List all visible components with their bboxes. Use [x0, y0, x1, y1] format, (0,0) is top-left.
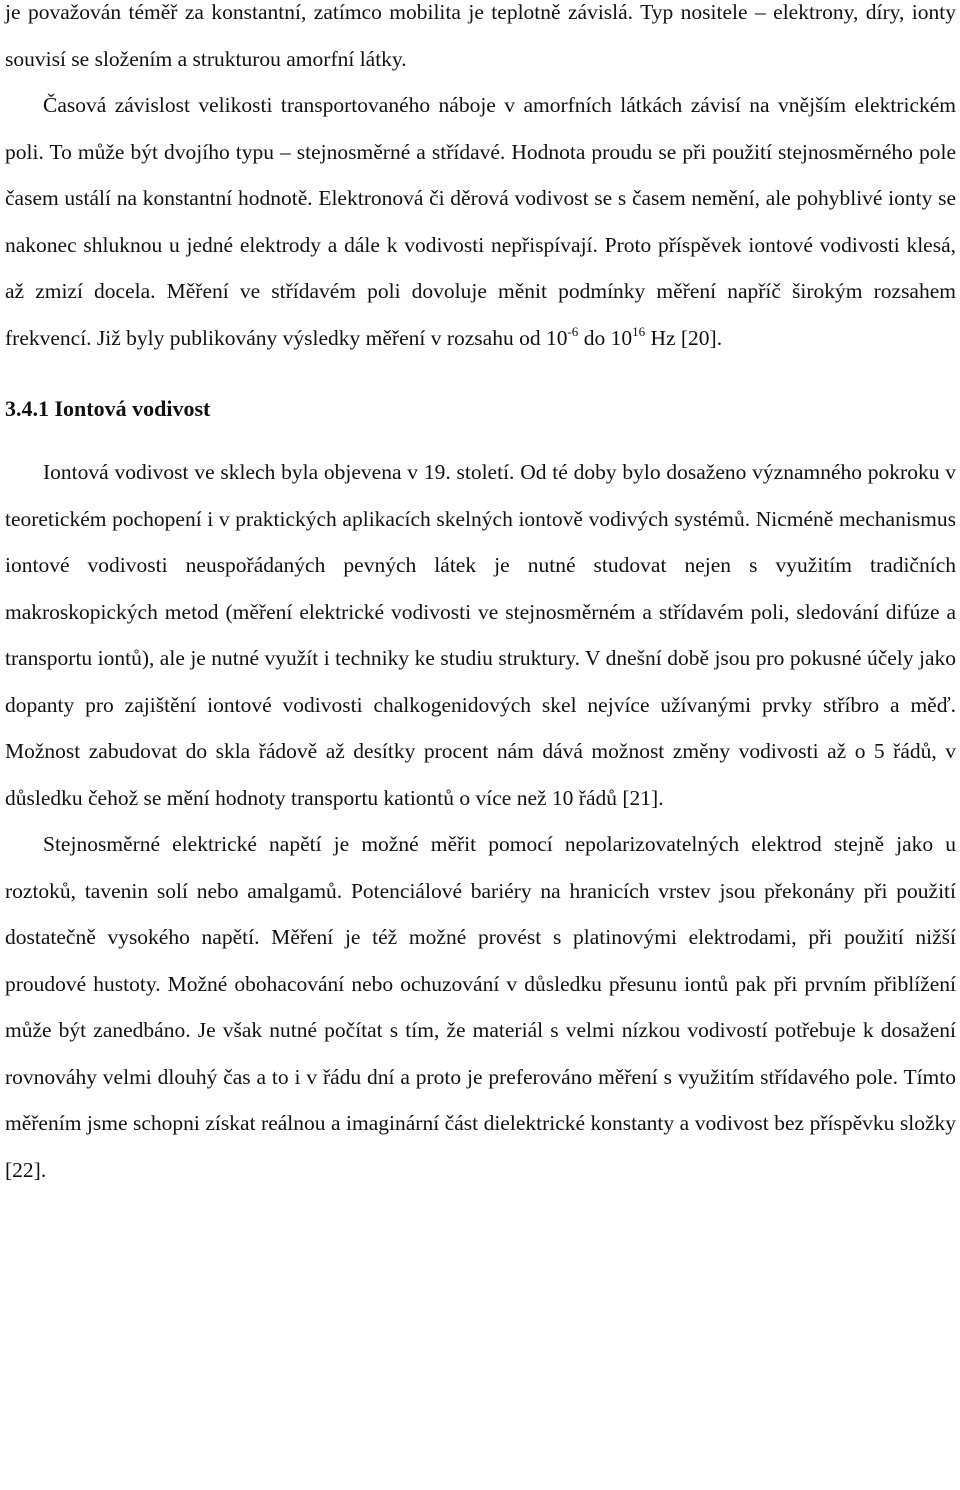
exponent-upper: 16 [632, 323, 646, 339]
exponent-lower: -6 [567, 323, 579, 339]
paragraph-carrier-types-text: je považován téměř za konstantní, zatímco mobilita je teplotně závislá. Typ nositele – elektrony, díry, ionty souvisí se složením a strukturou amorfní látky. [5, 0, 956, 71]
paragraph-field-dependence [5, 82, 956, 361]
section-heading: 3.4.1 Iontová vodivost [5, 396, 211, 421]
paragraph-ionic-conductivity [5, 449, 956, 821]
paragraph-ionic-conductivity-text: Iontová vodivost ve sklech byla objevena v 19. století. Od té doby bylo dosaženo významného pokroku v teoretickém pochopení i v praktických aplikacích skelných iontově vodivých systémů. Nicméně mechanismus iontové vodivosti neuspořádaných pevných látek je nutné studovat nejen s využitím tradičních makroskopických metod (měření elektrické vodivosti ve stejnosměrném a střídavém poli, sledování difúze a transportu iontů), ale je nutné využít i techniky ke studiu struktury. V dnešní době jsou pro pokusné účely jako dopanty pro zajištění iontové vodivosti chalkogenidových skel nejvíce užívanými prvky stříbro a měď. Možnost zabudovat do skla řádově až desítky procent nám dává možnost změny vodivosti až o 5 řádů, v důsledku čehož se mění hodnoty transportu kationtů o více než 10 řádů [21]. [5, 460, 956, 810]
paragraph-field-dependence-text: Časová závislost velikosti transportovaného náboje v amorfních látkách závisí na vnějším elektrickém poli. To může být dvojího typu – stejnosměrné a střídavé. Hodnota proudu se při použití stejnosměrného pole časem ustálí na konstantní hodnotě. Elektronová či děrová vodivost se s časem nemění, ale pohyblivé ionty se nakonec shluknou u jedné elektrody a dále k vodivosti nepřispívají. Proto příspěvek iontové vodivosti klesá, až zmizí docela. Měření ve střídavém poli dovoluje měnit podmínky měření napříč širokým rozsahem frekvencí. Již byly publikovány výsledky měření v rozsahu od 10 [5, 93, 956, 350]
paragraph-carrier-types [5, 0, 956, 82]
paragraph-field-dependence-mid: do 10 [578, 325, 633, 350]
paragraph-field-dependence-end: Hz [20]. [645, 325, 723, 350]
paragraph-dc-measurement-text: Stejnosměrné elektrické napětí je možné měřit pomocí nepolarizovatelných elektrod stejně jako u roztoků, tavenin solí nebo amalgamů. Potenciálové bariéry na hranicích vrstev jsou překonány při použití dostatečně vysokého napětí. Měření je též možné provést s platinovými elektrodami, při použití nižší proudové hustoty. Možné obohacování nebo ochuzování v důsledku přesunu iontů pak při prvním přiblížení může být zanedbáno. Je však nutné počítat s tím, že materiál s velmi nízkou vodivostí potřebuje k dosažení rovnováhy velmi dlouhý čas a to i v řádu dní a proto je preferováno měření s využitím střídavého pole. Tímto měřením jsme schopni získat reálnou a imaginární část dielektrické konstanty a vodivost bez příspěvku složky [22]. [5, 832, 956, 1182]
paragraph-dc-measurement [5, 821, 956, 1193]
